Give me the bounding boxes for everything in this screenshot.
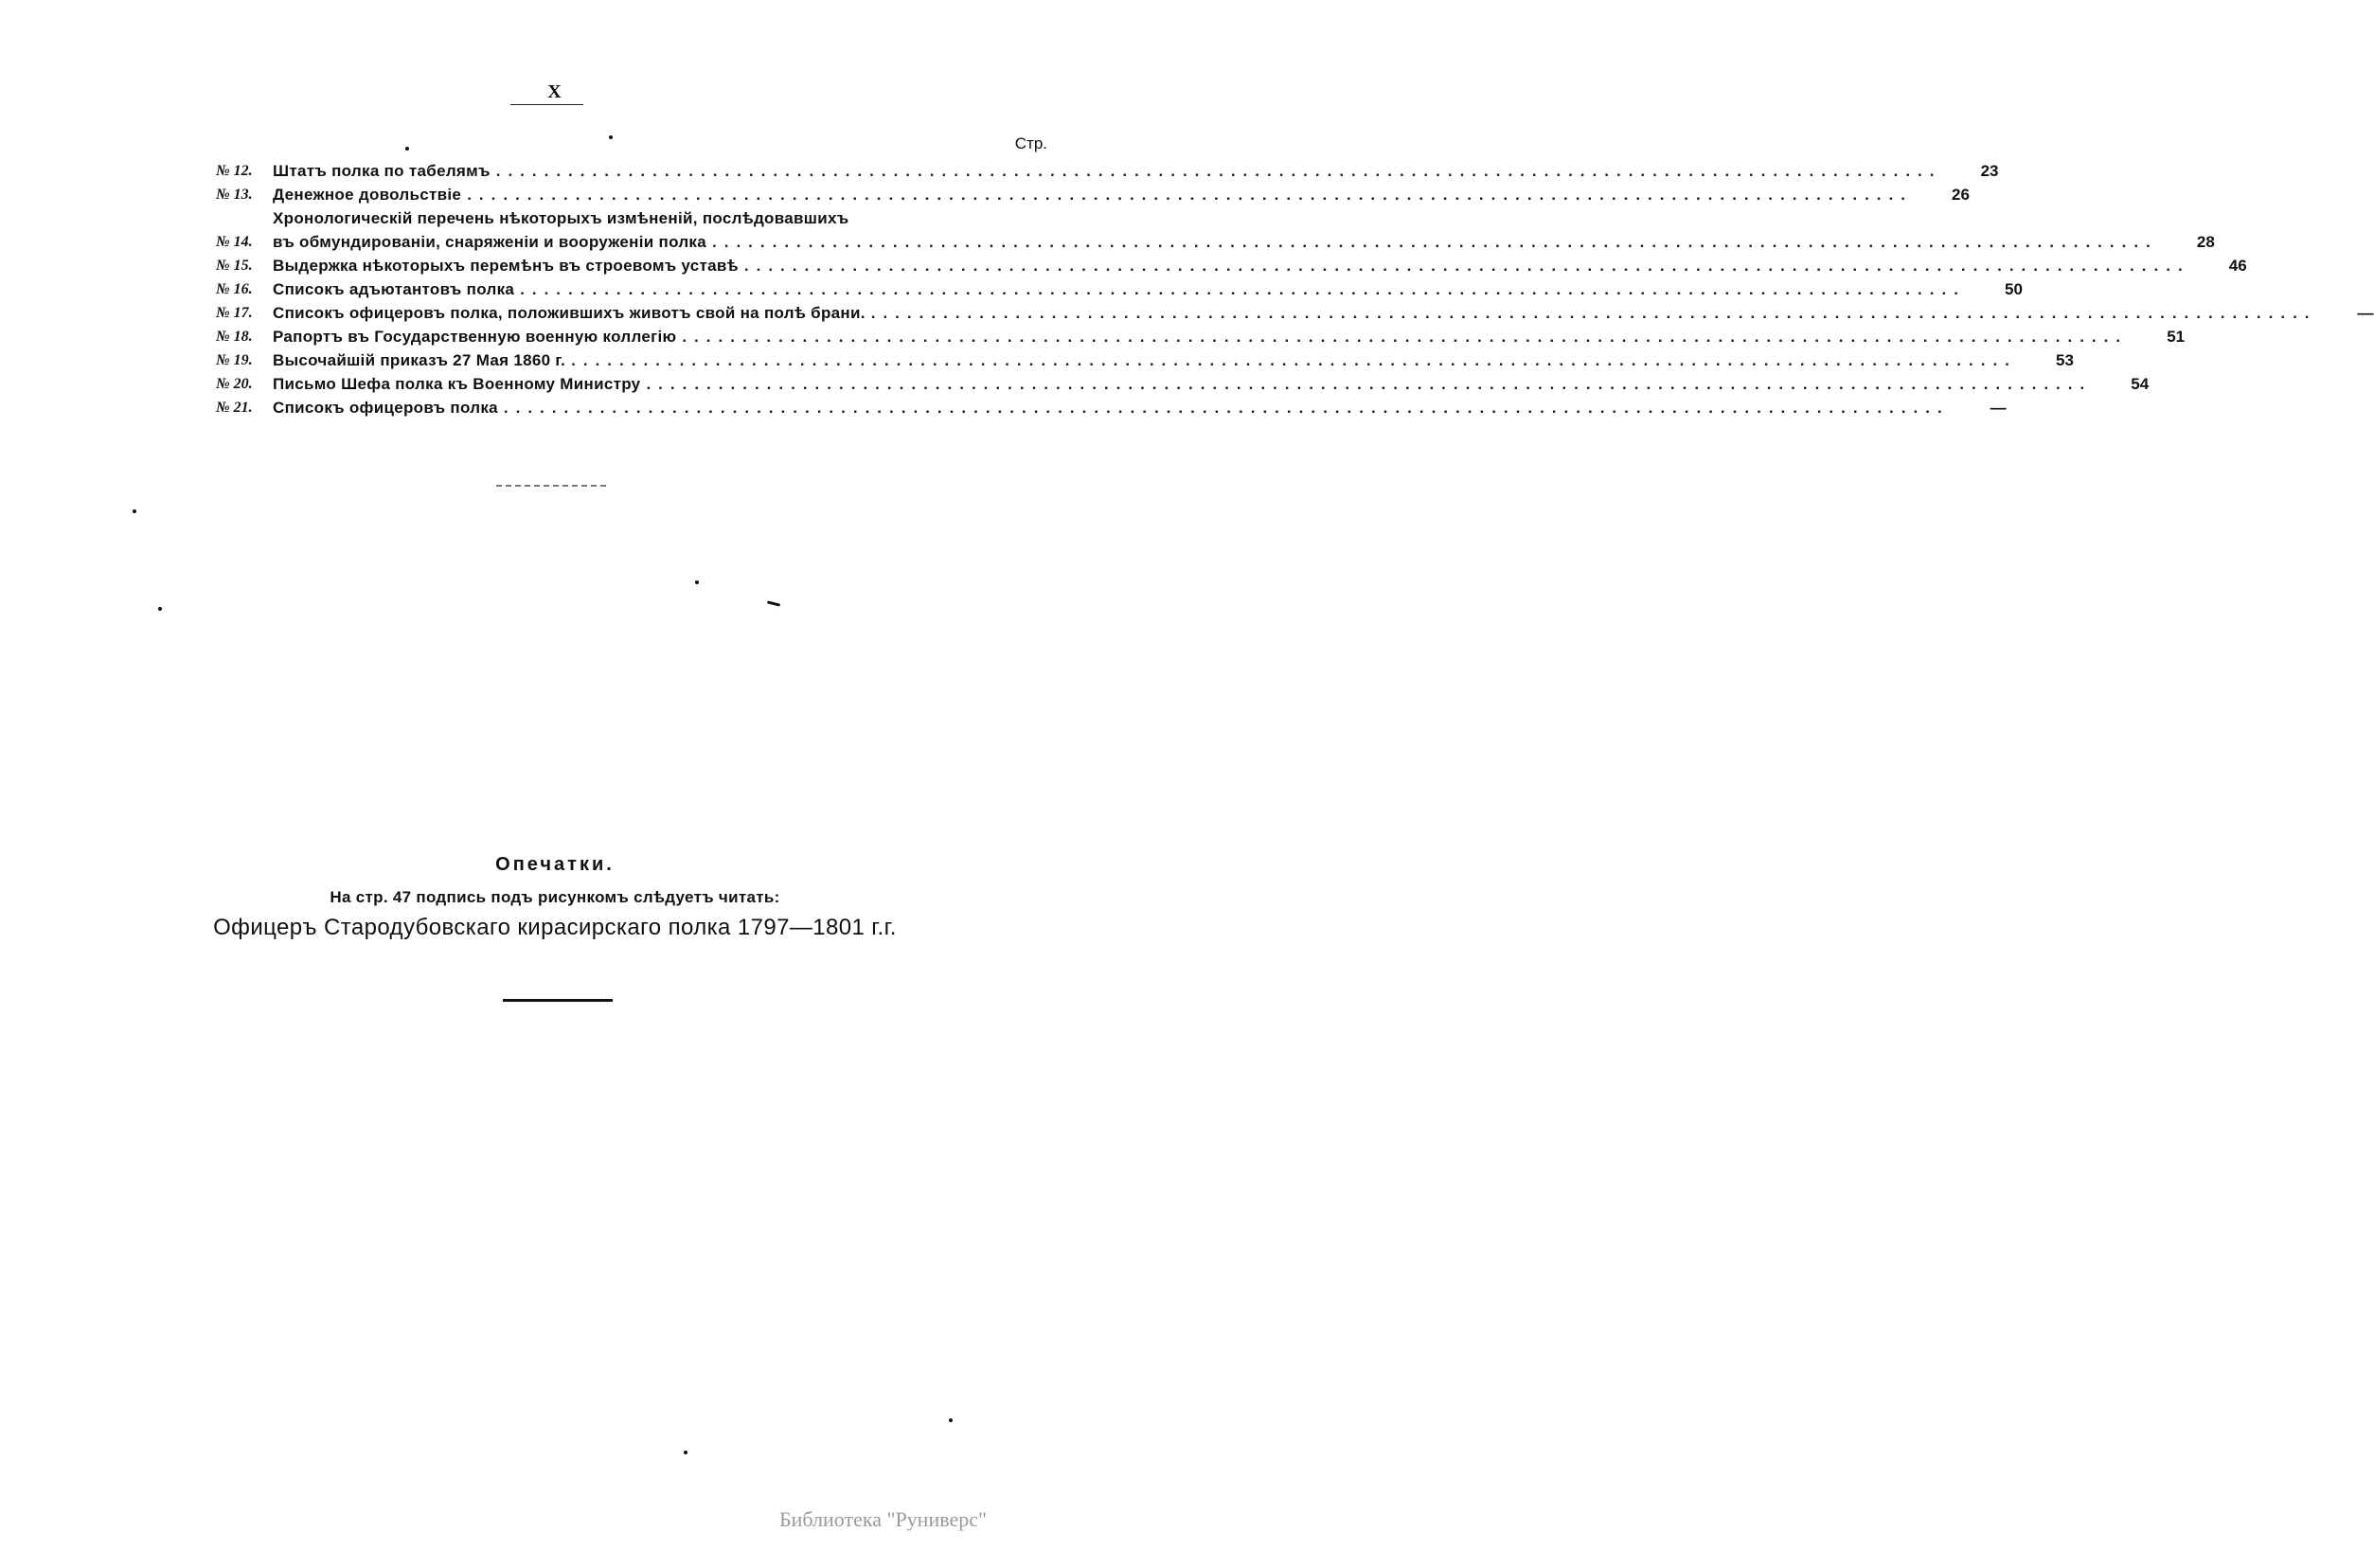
toc-entry-number: № 18. xyxy=(216,329,253,345)
page-number: X xyxy=(547,81,562,102)
toc-entry-page: 28 xyxy=(2196,233,2215,251)
toc-entry-title-line: Письмо Шефа полка къ Военному Министру xyxy=(273,375,641,393)
scan-speck xyxy=(949,1418,953,1422)
toc-entry-number: № 14. xyxy=(216,234,253,250)
toc-entry xyxy=(216,325,2186,348)
toc-dot-leader: ........................................................................................................................ xyxy=(503,399,1950,417)
errata-title: Опечатки. xyxy=(495,854,615,875)
toc-dot-leader: ........................................................................................................................ xyxy=(520,280,1966,298)
scan-speck xyxy=(767,600,780,606)
toc-entry-title-line: Списокъ офицеровъ полка xyxy=(273,399,498,417)
toc-entry-page: — xyxy=(2357,304,2374,322)
toc-entry-page: 23 xyxy=(1980,162,1999,180)
errata-correction: Офицеръ Стародубовскаго кирасирскаго полка 1797—1801 г.г. xyxy=(213,915,897,940)
toc-entry-title xyxy=(273,277,1966,301)
toc-entry-title-line: Штатъ полка по табелямъ xyxy=(273,162,491,180)
toc-dot-leader: ........................................................................................................................ xyxy=(646,375,2093,393)
table-of-contents xyxy=(216,159,2374,419)
toc-entry-title-line: Списокъ офицеровъ полка, положившихъ животъ свой на полѣ брани. xyxy=(273,304,866,322)
toc-entry-title-line: Высочайшій приказъ 27 Мая 1860 г. xyxy=(273,351,566,369)
toc-entry xyxy=(216,254,2247,277)
toc-entry-number: № 17. xyxy=(216,305,253,321)
toc-dot-leader: ........................................................................................................................ xyxy=(467,186,1913,204)
scan-speck xyxy=(684,1451,687,1454)
scan-speck xyxy=(609,135,613,139)
toc-dot-leader: ........................................................................................................................ xyxy=(712,233,2158,251)
toc-entry-title-line: Списокъ адъютантовъ полка xyxy=(273,280,515,298)
toc-entry-number: № 21. xyxy=(216,400,253,416)
page-number-rule xyxy=(511,104,583,105)
toc-page-column-header: Стр. xyxy=(1014,134,1047,152)
toc-entry xyxy=(216,183,1970,206)
toc-entry-title xyxy=(273,301,2317,325)
toc-dot-leader: ........................................................................................................................ xyxy=(495,162,1942,180)
toc-entry-number: № 15. xyxy=(216,258,253,274)
toc-entry-title xyxy=(273,396,1950,419)
toc-entry-title-line: Хронологическій перечень нѣкоторыхъ измѣненій, послѣдовавшихъ xyxy=(273,209,849,227)
scan-speck xyxy=(158,607,162,611)
toc-entry xyxy=(216,348,2074,372)
toc-entry-number: № 20. xyxy=(216,376,253,392)
library-stamp: Библиотека "Руниверс" xyxy=(778,1507,987,1531)
scan-speck xyxy=(133,509,136,513)
toc-entry-title-line: въ обмундированіи, снаряженіи и вооруженіи полка xyxy=(273,233,706,251)
toc-entry-title xyxy=(273,206,2158,254)
toc-entry-page: 26 xyxy=(1952,186,1970,204)
toc-entry-number: № 13. xyxy=(216,187,253,203)
toc-entry xyxy=(216,301,2374,325)
toc-dot-leader: ........................................................................................................................ xyxy=(743,257,2190,275)
toc-dot-leader: ........................................................................................................................ xyxy=(870,304,2317,322)
toc-entry xyxy=(216,372,2150,396)
toc-entry-title-line: Денежное довольствіе xyxy=(273,186,462,204)
errata-note: На стр. 47 подпись подъ рисункомъ слѣдуетъ читать: xyxy=(330,888,780,906)
toc-entry-page: 54 xyxy=(2131,375,2150,393)
scan-speck xyxy=(695,580,699,584)
toc-entry-page: 50 xyxy=(2005,280,2023,298)
scan-speck xyxy=(405,147,409,151)
toc-entry-number: № 16. xyxy=(216,281,253,297)
toc-entry-title-line: Выдержка нѣкоторыхъ перемѣнъ въ строевомъ уставѣ xyxy=(273,257,739,275)
toc-entry-page: 46 xyxy=(2228,257,2247,275)
toc-entry xyxy=(216,277,2023,301)
toc-entry-title xyxy=(273,372,2092,396)
toc-entry-title-line: Рапортъ въ Государственную военную коллегію xyxy=(273,328,677,346)
toc-entry-title xyxy=(273,348,2017,372)
toc-entry-title xyxy=(273,325,2128,348)
toc-entry-page: 53 xyxy=(2055,351,2074,369)
toc-entry-number: № 19. xyxy=(216,352,253,368)
toc-entry xyxy=(216,159,1999,183)
toc-entry-title xyxy=(273,183,1913,206)
toc-entry xyxy=(216,396,2007,419)
toc-entry-page: — xyxy=(1990,399,2007,417)
toc-dot-leader: ........................................................................................................................ xyxy=(571,351,2017,369)
toc-dot-leader: ........................................................................................................................ xyxy=(682,328,2129,346)
toc-entry-title xyxy=(273,254,2190,277)
section-divider xyxy=(496,485,606,487)
toc-entry xyxy=(216,206,2215,254)
toc-entry-title xyxy=(273,159,1942,183)
toc-entry-page: 51 xyxy=(2167,328,2186,346)
toc-entry-number: № 12. xyxy=(216,163,253,179)
end-rule xyxy=(503,999,613,1002)
